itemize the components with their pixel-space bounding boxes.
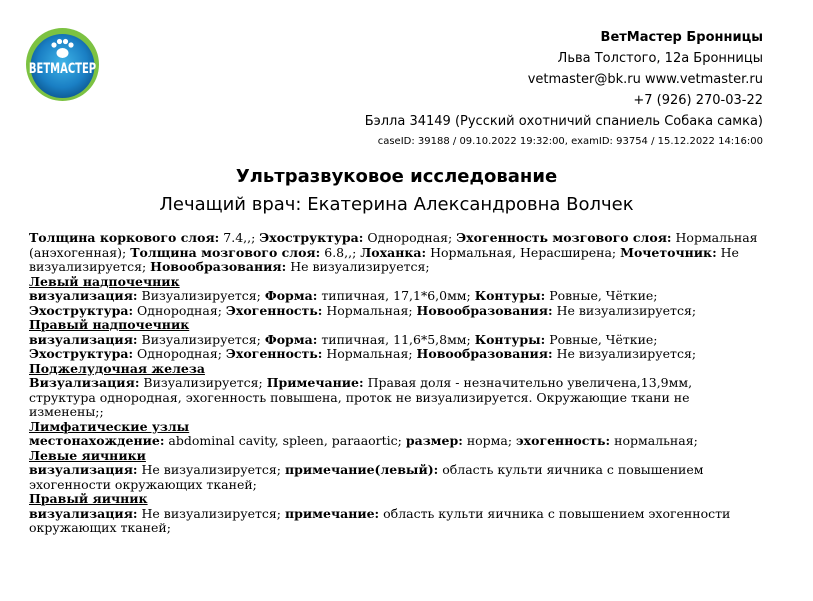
- section-heading: Левые яичники: [29, 447, 146, 463]
- field-label: Толщина мозгового слоя:: [130, 244, 321, 260]
- field-value: Ровные, Чёткие;: [545, 288, 658, 303]
- attending-doctor: Лечащий врач: Екатерина Александровна Волчек: [159, 194, 634, 215]
- field-value: нормальная;: [610, 433, 698, 448]
- field-label: Эхоструктура:: [29, 346, 134, 361]
- field-label: Контуры:: [474, 288, 546, 303]
- clinic-logo: [25, 27, 100, 102]
- field-value: Однородная;: [363, 230, 457, 245]
- field-label: местонахождение:: [29, 433, 165, 448]
- clinic-phone: +7 (926) 270-03-22: [633, 93, 763, 108]
- field-value: abdominal cavity, spleen, paraaortic;: [164, 433, 406, 448]
- field-label: Примечание:: [266, 375, 364, 390]
- field-value: 6.8,,;: [320, 244, 361, 260]
- field-label: примечание(левый):: [284, 462, 439, 477]
- field-value: Не визуализируется;: [286, 259, 430, 274]
- field-label: примечание:: [284, 505, 380, 521]
- section-heading: Лимфатические узлы: [29, 418, 190, 434]
- field-label: Новообразования:: [416, 346, 553, 361]
- pancreas-section: [29, 376, 759, 420]
- field-value: Нормальная;: [322, 346, 417, 361]
- lymph-section: [29, 434, 759, 449]
- clinic-name: ВетМастер Бронницы: [600, 30, 763, 45]
- field-value: Однородная;: [133, 302, 226, 318]
- logo-text: ВЕТМАСТЕР: [28, 60, 97, 77]
- field-label: визуализация:: [29, 462, 138, 477]
- field-label: Форма:: [264, 288, 318, 303]
- field-label: визуализация:: [29, 331, 138, 347]
- field-value: типичная, 11,6*5,8мм;: [317, 331, 475, 347]
- clinic-contacts: vetmaster@bk.ru www.vetmaster.ru: [527, 72, 763, 87]
- field-label: Лоханка:: [360, 244, 427, 260]
- field-value: Ровные, Чёткие;: [545, 331, 658, 347]
- field-label: эхогенность:: [516, 433, 611, 448]
- field-label: Форма:: [264, 331, 318, 347]
- right-adrenal-section: [29, 333, 759, 362]
- field-label: Эхогенность:: [225, 346, 323, 361]
- field-value: норма;: [462, 433, 517, 448]
- report-title: Ультразвуковое исследование: [235, 166, 558, 187]
- field-label: Новообразования:: [150, 259, 287, 274]
- clinic-address: Льва Толстого, 12а Бронницы: [557, 51, 763, 66]
- patient-info: Бэлла 34149 (Русский охотничий спаниель Собака самка): [364, 114, 763, 129]
- case-exam-ids: caseID: 39188 / 09.10.2022 19:32:00, examID: 93754 / 15.12.2022 14:16:00: [377, 136, 763, 147]
- field-label: Визуализация:: [29, 375, 140, 390]
- field-value: Не визуализируется;: [552, 346, 697, 361]
- field-label: Толщина коркового слоя:: [29, 230, 220, 245]
- section-heading: Левый надпочечник: [29, 273, 180, 289]
- report-body: [29, 231, 759, 536]
- field-value: область культи яичника с повышением эхогенности окружающих тканей;: [29, 462, 704, 492]
- field-value: Нормальная (анэхогенная);: [29, 230, 758, 260]
- field-value: область культи яичника с повышением эхогенности окружающих тканей;: [29, 505, 731, 535]
- field-value: Не визуализируется;: [29, 244, 739, 274]
- field-value: 7.4,,;: [219, 230, 260, 245]
- field-label: Мочеточник:: [620, 244, 717, 260]
- field-value: Визуализируется;: [139, 375, 267, 390]
- field-label: Новообразования:: [416, 302, 553, 318]
- clinic-header: [365, 27, 763, 149]
- field-label: Эхоструктура:: [259, 230, 364, 245]
- field-value: Нормальная;: [322, 302, 417, 318]
- field-label: Контуры:: [474, 331, 546, 347]
- field-label: размер:: [405, 433, 463, 448]
- field-label: Эхогенность мозгового слоя:: [456, 230, 672, 245]
- right-ovary-section: [29, 507, 759, 536]
- section-heading: Правый яичник: [29, 491, 148, 506]
- field-value: Визуализируется;: [137, 288, 265, 303]
- field-value: Нормальная, Нерасширена;: [426, 244, 621, 260]
- field-label: Эхоструктура:: [29, 302, 134, 318]
- section-heading: Поджелудочная железа: [29, 360, 205, 376]
- field-value: Не визуализируется;: [137, 505, 285, 521]
- field-label: Эхогенность:: [225, 302, 323, 318]
- field-label: визуализация:: [29, 288, 138, 303]
- field-value: Не визуализируется;: [137, 462, 285, 477]
- field-value: Однородная;: [133, 346, 226, 361]
- field-value: Визуализируется;: [137, 331, 265, 347]
- field-value: Правая доля - незначительно увеличена,13,9мм, структура однородная, эхогенность повышена, проток не визуализируется. Окружающие ткани не изменены;;: [29, 375, 693, 419]
- left-adrenal-section: [29, 289, 759, 318]
- left-ovary-section: [29, 463, 759, 492]
- field-value: типичная, 17,1*6,0мм;: [317, 288, 475, 303]
- field-label: визуализация:: [29, 505, 138, 521]
- kidney-section: [29, 231, 759, 275]
- field-value: Не визуализируется;: [552, 302, 697, 318]
- section-heading: Правый надпочечник: [29, 317, 190, 332]
